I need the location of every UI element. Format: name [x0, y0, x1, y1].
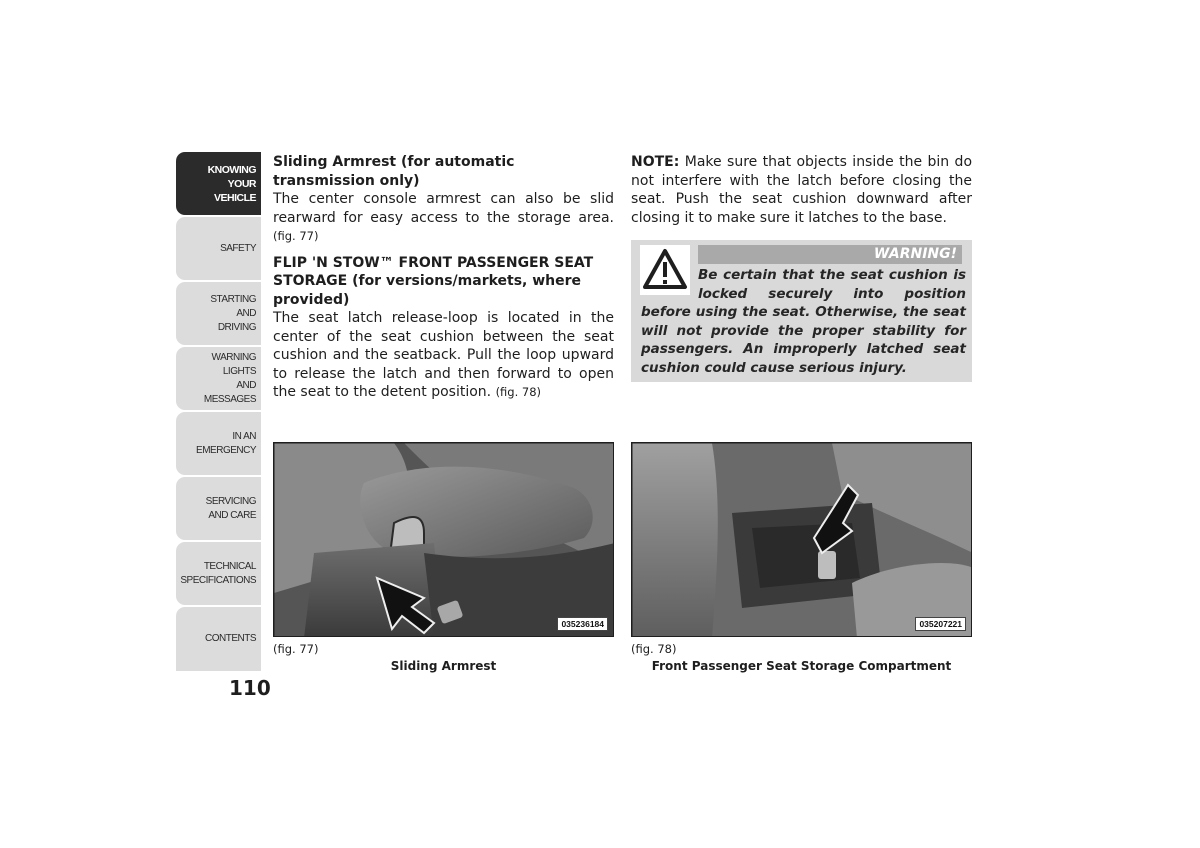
- figure-reference[interactable]: (fig. 78): [495, 385, 542, 399]
- chapter-tabs: [176, 152, 261, 673]
- note-label: NOTE:: [631, 154, 680, 170]
- armrest-paragraph: [273, 190, 614, 246]
- note-text: Make sure that objects inside the bin do not interfere with the latch before closing the seat. Push the seat cushion downward after closing it to make sure it latches to the base.: [631, 154, 973, 226]
- subsection-heading: Sliding Armrest (for automatic transmission only): [273, 154, 515, 189]
- seat-storage-paragraph: [273, 309, 614, 402]
- armrest-illustration: [274, 443, 614, 637]
- figure-code: 035236184: [557, 617, 608, 631]
- seat-storage-text: The seat latch release-loop is located in the center of the seat cushion between the seat cushion and the seatback. Pull the loop upward to release the latch and then forward to open the seat to the detent position.: [273, 310, 614, 400]
- left-column: [273, 153, 614, 402]
- tab-label: TECHNICAL SPECIFICATIONS: [180, 560, 256, 586]
- tab-label: IN AN EMERGENCY: [196, 430, 256, 456]
- tab-label: SERVICING AND CARE: [205, 495, 256, 521]
- tab-label: STARTING AND DRIVING: [210, 293, 256, 333]
- figure-code: 035207221: [915, 617, 966, 631]
- warning-text: Be certain that the seat cushion is locked securely into position before using the seat. Otherwise, the seat will not provide the proper stability for passengers. An improperly latched seat cushion could cause serious injury.: [641, 267, 966, 376]
- tab-servicing-and-care[interactable]: [176, 477, 261, 540]
- section-heading: FLIP 'N STOW™ FRONT PASSENGER SEAT STORAGE (for versions/markets, where provided): [273, 254, 594, 308]
- armrest-text: The center console armrest can also be slid rearward for easy access to the storage area.: [273, 191, 614, 226]
- figure-label: (fig. 78): [631, 642, 677, 656]
- figure-sliding-armrest: [273, 442, 614, 637]
- seat-storage-illustration: [632, 443, 972, 637]
- tab-in-an-emergency[interactable]: [176, 412, 261, 475]
- figure-label: (fig. 77): [273, 642, 319, 656]
- tab-warning-lights[interactable]: [176, 347, 261, 410]
- note-paragraph: [631, 153, 972, 227]
- tab-technical-specifications[interactable]: [176, 542, 261, 605]
- tab-knowing-your-vehicle[interactable]: [176, 152, 261, 215]
- tab-safety[interactable]: [176, 217, 261, 280]
- tab-label: WARNING LIGHTS AND MESSAGES: [203, 351, 256, 405]
- figure-seat-storage: [631, 442, 972, 637]
- figure-caption: Front Passenger Seat Storage Compartment: [651, 659, 952, 673]
- tab-label: CONTENTS: [205, 633, 256, 644]
- warning-box: [631, 240, 972, 382]
- tab-label: KNOWING YOUR VEHICLE: [207, 163, 256, 204]
- figure-reference[interactable]: (fig. 77): [273, 229, 319, 243]
- figure-caption: Sliding Armrest: [390, 659, 497, 673]
- page-number: 110: [229, 676, 271, 700]
- tab-label: SAFETY: [220, 242, 256, 254]
- warning-title: WARNING!: [698, 245, 962, 264]
- warning-text-block: [641, 266, 966, 377]
- tab-contents[interactable]: [176, 607, 261, 671]
- tab-starting-and-driving[interactable]: [176, 282, 261, 345]
